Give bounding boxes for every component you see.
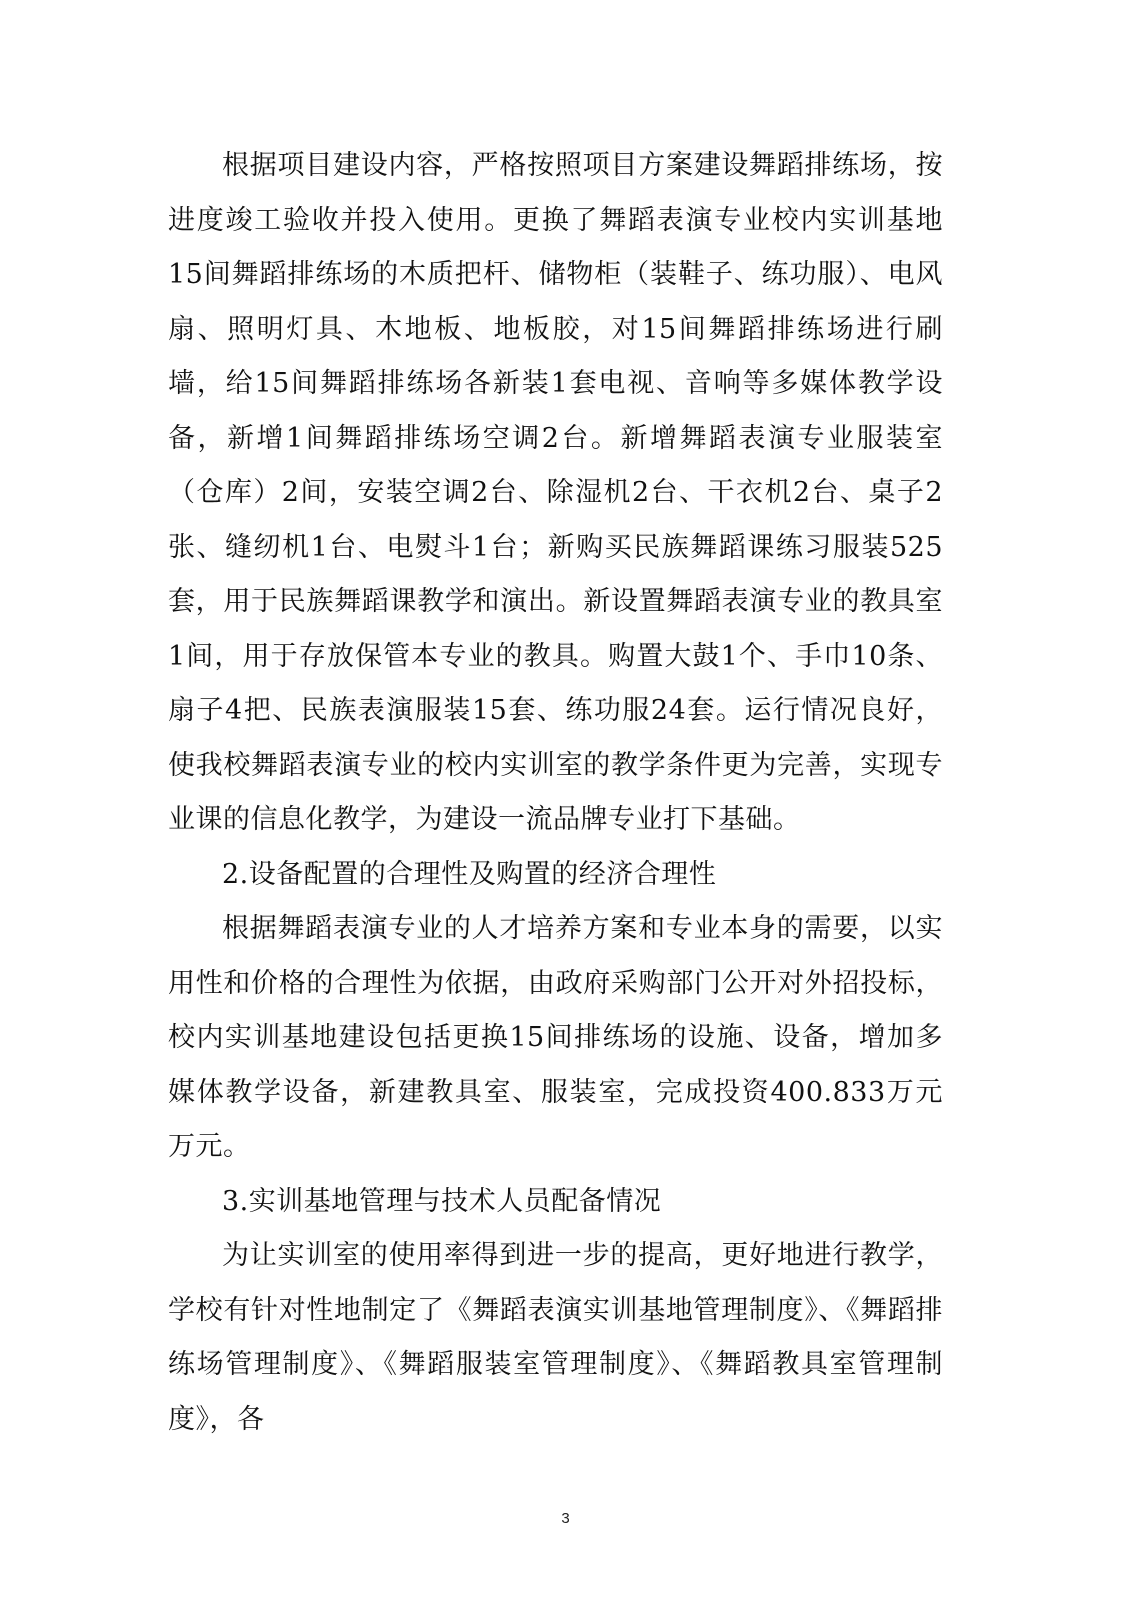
body-text [168,139,943,1447]
page-number: 3 [561,1510,570,1527]
section-heading-management-staffing: 3.实训基地管理与技术人员配备情况 [222,1185,662,1217]
paragraph-construction-summary: 根据项目建设内容，严格按照项目方案建设舞蹈排练场，按进度竣工验收并投入使用。更换了舞蹈表演专业校内实训基地15间舞蹈排练场的木质把杆、储物柜（装鞋子、练功服）、电风扇、照明灯具、木地板、地板胶，对15间舞蹈排练场进行刷墙，给15间舞蹈排练场各新装1套电视、音响等多媒体教学设备，新增1间舞蹈排练场空调2台。新增舞蹈表演专业服装室（仓库）2间，安装空调2台、除湿机2台、干衣机2台、桌子2张、缝纫机1台、电熨斗1台；新购买民族舞蹈课练习服装525套，用于民族舞蹈课教学和演出。新设置舞蹈表演专业的教具室1间，用于存放保管本专业的教具。购置大鼓1个、手巾10条、扇子4把、民族表演服装15套、练功服24套。运行情况良好，使我校舞蹈表演专业的校内实训室的教学条件更为完善，实现专业课的信息化教学，为建设一流品牌专业打下基础。 [168,150,943,835]
paragraph-management-rules: 为让实训室的使用率得到进一步的提高，更好地进行教学，学校有针对性地制定了《舞蹈表演实训基地管理制度》、《舞蹈排练场管理制度》、《舞蹈服装室管理制度》、《舞蹈教具室管理制度》，各 [168,1240,943,1435]
section-heading-equipment-rationality: 2.设备配置的合理性及购置的经济合理性 [222,858,717,890]
paragraph-procurement: 根据舞蹈表演专业的人才培养方案和专业本身的需要，以实用性和价格的合理性为依据，由政府采购部门公开对外招投标，校内实训基地建设包括更换15间排练场的设施、设备，增加多媒体教学设备，新建教具室、服装室，完成投资400.833万元万元。 [168,913,943,1162]
